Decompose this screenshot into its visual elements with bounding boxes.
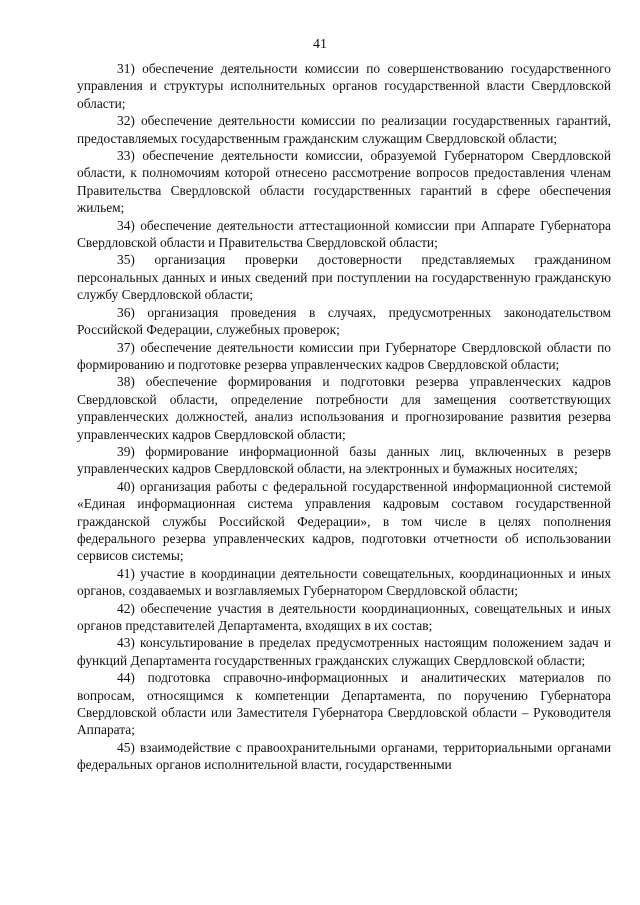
paragraph-32: 32) обеспечение деятельности комиссии по реализации государственных гарантий, предоставляемых государственным гражданским служащим Свердловской области; bbox=[77, 113, 611, 146]
paragraph-38: 38) обеспечение формирования и подготовки резерва управленческих кадров Свердловской области, определение потребности для замещения соответствующих управленческих должностей, анализ использования и прогнозирование развития резерва управленческих кадров Свердловской области; bbox=[77, 374, 611, 442]
page-number: 41 bbox=[313, 37, 327, 52]
paragraph-36: 36) организация проведения в случаях, предусмотренных законодательством Российской Федерации, служебных проверок; bbox=[77, 304, 611, 338]
paragraph-39: 39) формирование информационной базы данных лиц, включенных в резерв управленческих кадров Свердловской области, на электронных и бумажных носителях; bbox=[77, 443, 611, 477]
paragraph-41: 41) участие в координации деятельности совещательных, координационных и иных органов, создаваемых и возглавляемых Губернатором Свердловской области; bbox=[77, 565, 611, 599]
paragraph-34: 34) обеспечение деятельности аттестационной комиссии при Аппарате Губернатора Свердловской области и Правительства Свердловской области; bbox=[77, 217, 611, 251]
paragraph-31: 31) обеспечение деятельности комиссии по совершенствованию государственного управления и структуры исполнительных органов государственной власти Свердловской области; bbox=[77, 61, 611, 111]
paragraph-42: 42) обеспечение участия в деятельности координационных, совещательных и иных органов представителей Департамента, входящих в их состав; bbox=[77, 600, 611, 633]
document-body bbox=[77, 60, 611, 774]
paragraph-37: 37) обеспечение деятельности комиссии при Губернаторе Свердловской области по формированию и подготовке резерва управленческих кадров Свердловской области; bbox=[77, 339, 611, 372]
paragraph-45: 45) взаимодействие с правоохранительными органами, территориальными органами федеральных органов исполнительной власти, государственными bbox=[77, 739, 611, 773]
paragraph-43: 43) консультирование в пределах предусмотренных настоящим положением задач и функций Департамента государственных гражданских служащих Свердловской области; bbox=[77, 635, 611, 668]
paragraph-44: 44) подготовка справочно-информационных и аналитических материалов по вопросам, относящимся к компетенции Департамента, по поручению Губернатора Свердловской области или Заместителя Губернатора Свердловской области – Руководителя Аппарата; bbox=[77, 670, 611, 738]
paragraph-40: 40) организация работы с федеральной государственной информационной системой «Единая информационная система управления кадровым составом государственной гражданской службы Российской Федерации», в том числе в целях пополнения федерального резерва управленческих кадров, подготовки отчетности об использовании сервисов системы; bbox=[77, 478, 611, 564]
paragraph-35: 35) организация проверки достоверности представляемых гражданином персональных данных и иных сведений при поступлении на государственную гражданскую службу Свердловской области; bbox=[77, 252, 611, 303]
paragraph-33: 33) обеспечение деятельности комиссии, образуемой Губернатором Свердловской области, к полномочиям которой отнесено рассмотрение вопросов предоставления членам Правительства Свердловской области государственных гарантий в сфере обеспечения жильем; bbox=[77, 148, 611, 216]
